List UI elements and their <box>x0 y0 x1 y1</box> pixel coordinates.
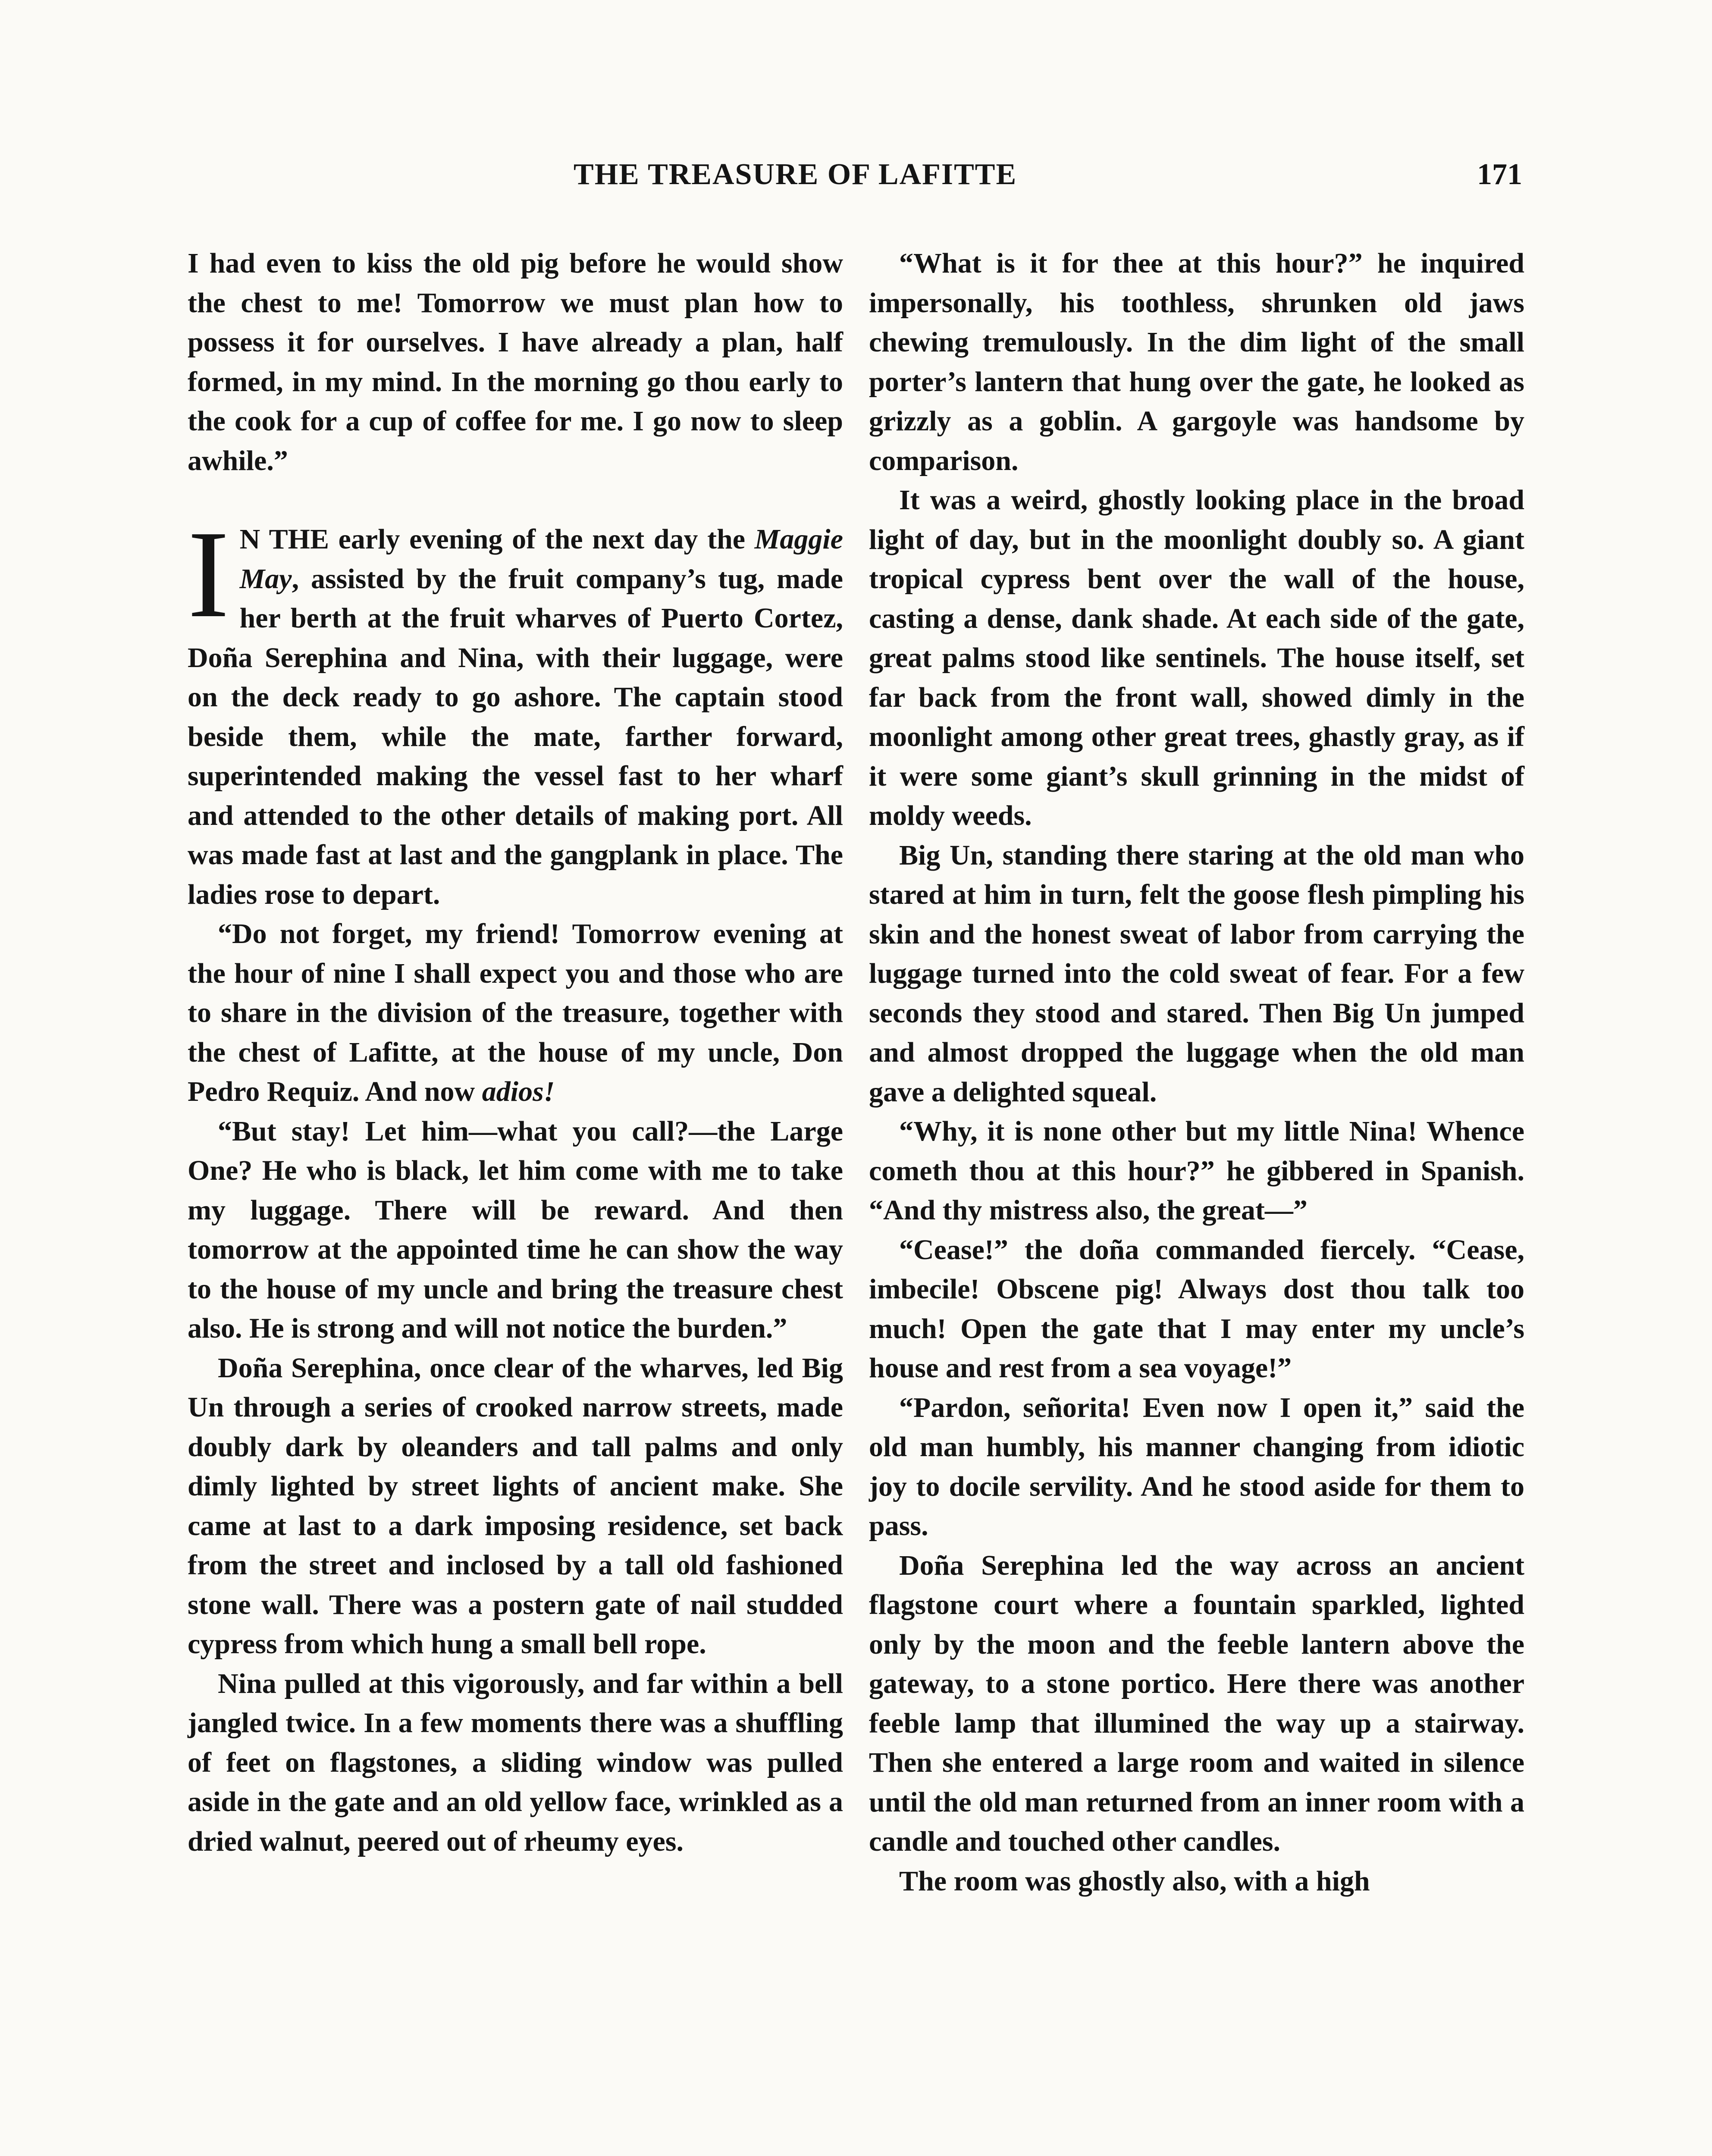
paragraph-text: “Do not forget, my friend! Tomorrow evening at the hour of nine I shall expect you and those who are to share in the division of the treasure, together with the chest of Lafitte, at the house of my uncle, Don Pedro Requiz. And now <box>188 918 843 1107</box>
paragraph: Doña Serephina led the way across an ancient flagstone court where a fountain sparkled, lighted only by the moon and the feeble lantern above the gateway, to a stone portico. Here there was another feeble lamp that illumined the way up a stairway. Then she entered a large room and waited in silence until the old man returned from an inner room with a candle and touched other candles. <box>869 1549 1524 1857</box>
italic-word: adios! <box>482 1076 555 1107</box>
paragraph: Doña Serephina, once clear of the wharves, led Big Un through a series of crooked narrow streets, made doubly dark by oleanders and tall palms and only dimly lighted by street lights of ancient make. She came at last to a dark imposing residence, set back from the street and inclosed by a tall old fashioned stone wall. There was a postern gate of nail studded cypress from which hung a small bell rope. <box>188 1352 843 1660</box>
section-opening-paragraph <box>188 505 843 914</box>
left-column <box>188 244 843 1861</box>
paragraph: “Cease!” the doña commanded fiercely. “Cease, imbecile! Obscene pig! Always dost thou talk too much! Open the gate that I may enter my uncle’s house and rest from a sea voyage!” <box>869 1234 1524 1384</box>
paragraph: It was a weird, ghostly looking place in the broad light of day, but in the moonlight doubly so. A giant tropical cypress bent over the wall of the house, casting a dense, dank shade. At each side of the gate, great palms stood like sentinels. The house itself, set far back from the front wall, showed dimly in the moonlight among other great trees, ghastly gray, as if it were some giant’s skull grinning in the midst of moldy weeds. <box>869 484 1524 831</box>
drop-cap: I <box>188 505 229 643</box>
paragraph: “Why, it is none other but my little Nina! Whence cometh thou at this hour?” he gibbered in Spanish. “And thy mistress also, the great—” <box>869 1116 1524 1226</box>
right-column <box>869 244 1524 1901</box>
paragraph-text: , assisted by the fruit company’s tug, made her berth at the fruit wharves of Puerto Cortez, Doña Serephina and Nina, with their luggage, were on the deck ready to go ashore. The captain stood beside them, while the mate, farther forward, superintended making the vessel fast to her wharf and attended to the other details of making port. All was made fast at last and the gangplank in place. The ladies rose to depart. <box>188 563 843 910</box>
paragraph <box>188 914 843 1112</box>
paragraph: Big Un, standing there staring at the old man who stared at him in turn, felt the goose flesh pimpling his skin and the honest sweat of labor from carrying the luggage turned into the cold sweat of fear. For a few seconds they stood and stared. Then Big Un jumped and almost dropped the luggage when the old man gave a delighted squeal. <box>869 839 1524 1108</box>
paragraph: I had even to kiss the old pig before he would show the chest to me! Tomorrow we must plan how to possess it for ourselves. I have already a plan, half formed, in my mind. In the morning go thou early to the cook for a cup of coffee for me. I go now to sleep awhile.” <box>188 248 843 476</box>
paragraph: “Pardon, señorita! Even now I open it,” said the old man humbly, his manner changing from idiotic joy to docile servility. And he stood aside for them to pass. <box>869 1391 1524 1542</box>
paragraph: “What is it for thee at this hour?” he inquired impersonally, his toothless, shrunken old jaws chewing tremulously. In the dim light of the small porter’s lantern that hung over the gate, he looked as grizzly as a goblin. A gargoyle was handsome by comparison. <box>869 248 1524 476</box>
paragraph-text: N THE early evening of the next day the <box>239 523 755 555</box>
ship-name: Maggie May <box>239 523 843 595</box>
paragraph: “But stay! Let him—what you call?—the Large One? He who is black, let him come with me to take my luggage. There will be reward. And then tomorrow at the appointed time he can show the way to the house of my uncle and bring the treasure chest also. He is strong and will not notice the burden.” <box>188 1115 843 1344</box>
running-title: THE TREASURE OF LAFITTE <box>574 158 1017 191</box>
paragraph: The room was ghostly also, with a high <box>899 1865 1370 1897</box>
page-number: 171 <box>1477 158 1522 191</box>
paragraph: Nina pulled at this vigorously, and far within a bell jangled twice. In a few moments there was a shuffling of feet on flagstones, a sliding window was pulled aside in the gate and an old yellow face, wrinkled as a dried walnut, peered out of rheumy eyes. <box>188 1667 843 1857</box>
